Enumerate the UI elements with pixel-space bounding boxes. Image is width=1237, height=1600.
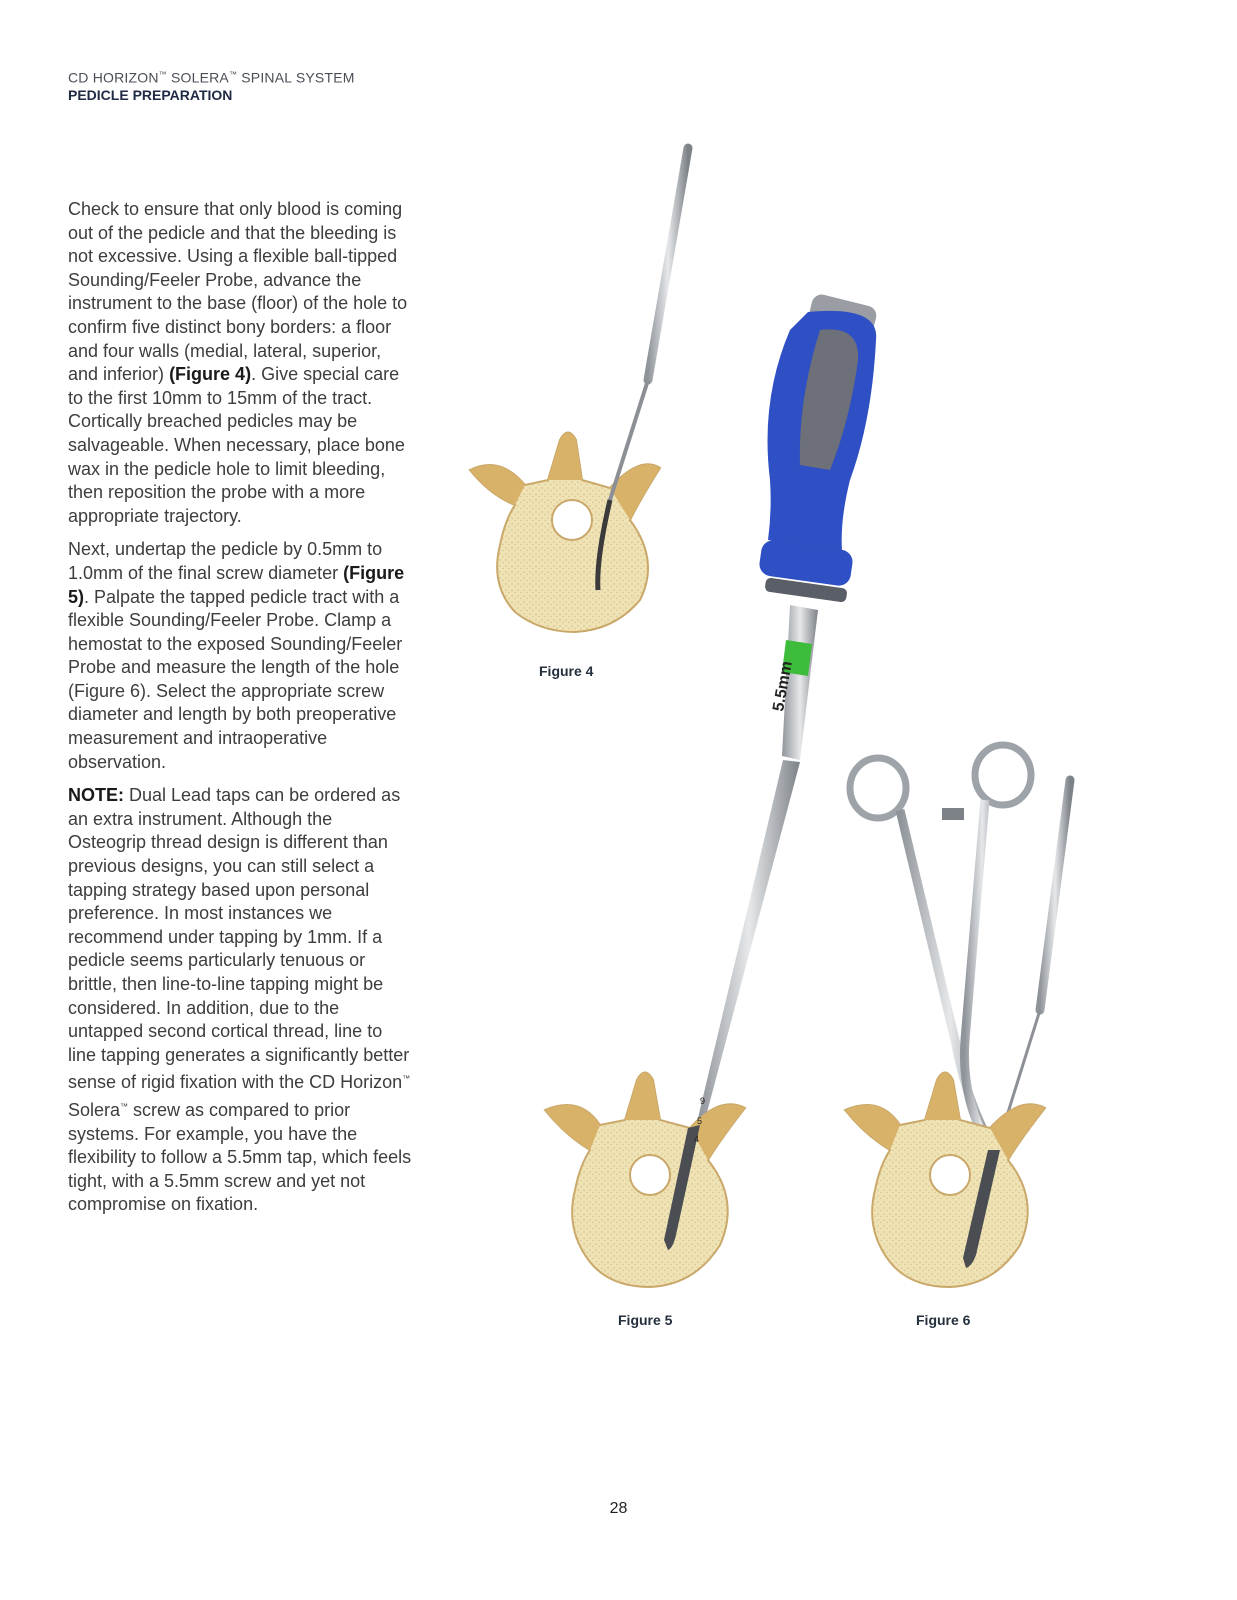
tap-mark-9: 9 <box>700 1096 706 1106</box>
figure-5-caption: Figure 5 <box>618 1312 673 1328</box>
series-title: CD HORIZON™ SOLERA™ SPINAL SYSTEM <box>68 69 355 86</box>
figure-4-caption: Figure 4 <box>539 663 594 679</box>
tap-mark-5: 5 <box>697 1116 703 1126</box>
figure-5-tap <box>698 292 878 1120</box>
figure-6-caption: Figure 6 <box>916 1312 971 1328</box>
page-number: 28 <box>609 1500 628 1517</box>
section-title: PEDICLE PREPARATION <box>68 86 233 103</box>
tap-mark-4: 4 <box>694 1134 700 1144</box>
tap-size-label: 5.5mm <box>770 659 796 713</box>
paragraph-note: NOTE: Dual Lead taps can be ordered as an extra instrument. Although the Osteogrip thread design is different than previous designs, you can still select a tapping strategy based upon personal preference. In most instances we recommend under tapping by 1mm. If a pedicle seems particularly tenuous or brittle, then line-to-line tapping might be considered. In addition, due to the untapped second cortical thread, line to line tapping generates a significantly better sense of rigid fixation with the CD Horizon™ Solera™ screw as compared to prior systems. For example, you have the flexibility to follow a 5.5mm tap, which feels tight, with a 5.5mm screw and yet not compromise on fixation. <box>68 785 412 1215</box>
paragraph-probe: Check to ensure that only blood is coming out of the pedicle and that the bleeding is not excessive. Using a flexible ball-tipped Sounding/Feeler Probe, advance the instrument to the base (floor) of the hole to confirm five distinct bony borders: a floor and four walls (medial, lateral, superior, and inferior) (Figure 4). Give special care to the first 10mm to 15mm of the tract. Cortically breached pedicles may be salvageable. When necessary, place bone wax in the pedicle hole to limit bleeding, then reposition the probe with a more appropriate trajectory. <box>68 199 408 526</box>
figure-5-vertebra <box>545 1073 745 1288</box>
paragraph-tap: Next, undertap the pedicle by 0.5mm to 1.0mm of the final screw diameter (Figure 5). Palpate the tapped pedicle tract with a flexible Sounding/Feeler Probe. Clamp a hemostat to the exposed Sounding/Feeler Probe and measure the length of the hole (Figure 6). Select the appropriate screw diameter and length by both preoperative measurement and intraoperative observation. <box>68 539 405 772</box>
figure-6-vertebra <box>845 1073 1045 1288</box>
figure-4-vertebra <box>470 433 660 633</box>
